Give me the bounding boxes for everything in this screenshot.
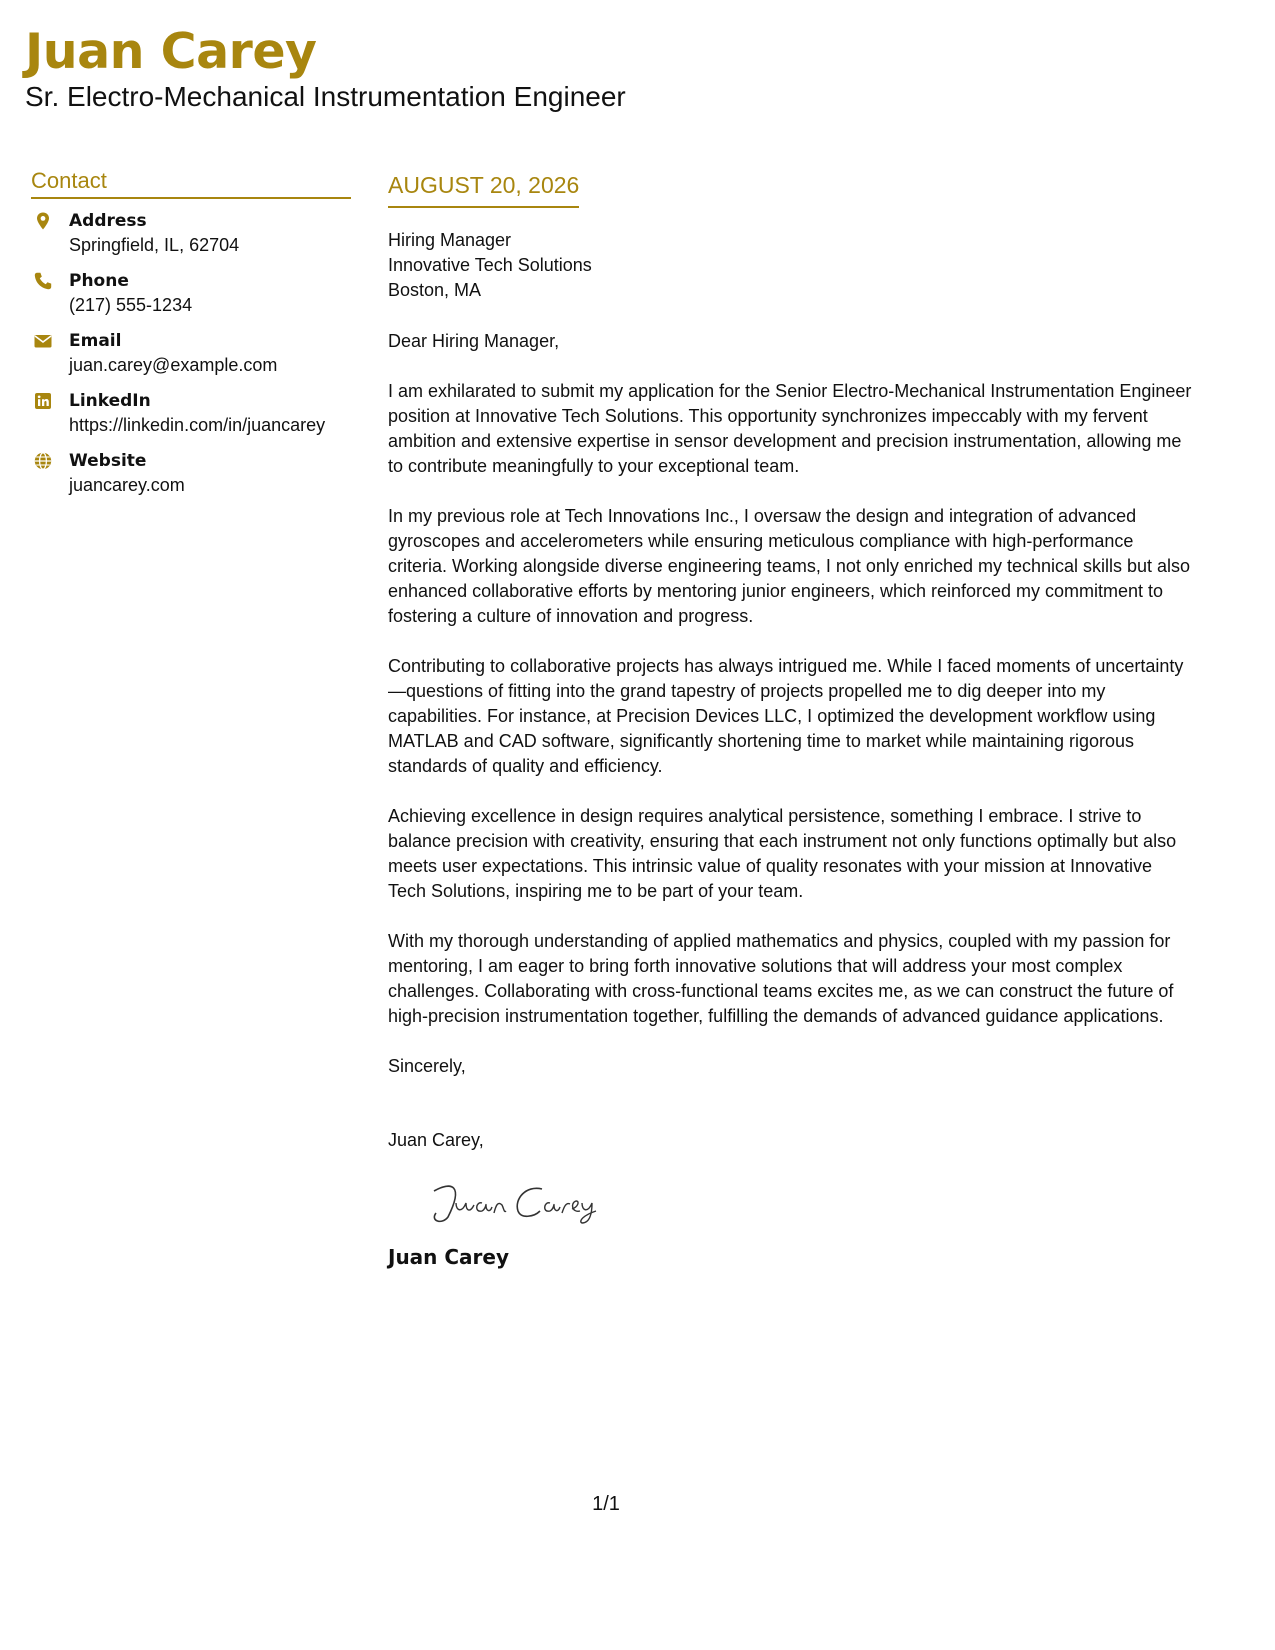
closing: Sincerely,: [388, 1056, 466, 1076]
letter-date: AUGUST 20, 2026: [388, 170, 579, 208]
contact-label-linkedin: LinkedIn: [69, 391, 151, 411]
contact-item-email: [31, 329, 351, 377]
handwritten-signature: [422, 1177, 622, 1227]
contact-value-address: Springfield, IL, 62704: [69, 235, 240, 255]
contact-value-linkedin[interactable]: https://linkedin.com/in/juancarey: [69, 415, 326, 435]
signed-name: Juan Carey: [388, 1245, 510, 1269]
applicant-job-title: Sr. Electro-Mechanical Instrumentation Engineer: [25, 81, 626, 112]
phone-icon: [33, 271, 53, 291]
contact-label-phone: Phone: [69, 271, 129, 291]
recipient-line: Boston, MA: [388, 280, 482, 300]
letter-paragraph: I am exhilarated to submit my application for the Senior Electro-Mechanical Instrumentation Engineer position at Innovative Tech Solutions. This opportunity synchronizes impeccably with my fervent ambition and extensive expertise in sensor development and precision instrumentation, allowing me to contribute meaningfully to your exceptional team.: [388, 381, 1192, 476]
map-pin-icon: [33, 211, 53, 231]
contact-value-website[interactable]: juancarey.com: [69, 475, 185, 495]
contact-item-phone: [31, 269, 351, 317]
recipient-block: [388, 228, 1193, 303]
signoff-name: Juan Carey,: [388, 1130, 484, 1150]
recipient-line: Hiring Manager: [388, 230, 512, 250]
contact-label-address: Address: [69, 211, 147, 231]
letter-paragraph: Achieving excellence in design requires analytical persistence, something I embrace. I strive to balance precision with creativity, ensuring that each instrument not only functions optimally but also meets user expectations. This intrinsic value of quality resonates with your mission at Innovative Tech Solutions, inspiring me to be part of your team.: [388, 806, 1177, 901]
contact-item-address: [31, 209, 351, 257]
letter-paragraph: In my previous role at Tech Innovations Inc., I oversaw the design and integration of advanced gyroscopes and accelerometers while ensuring meticulous compliance with high-performance criteria. Working alongside diverse engineering teams, I not only enriched my technical skills but also enhanced collaborative efforts by mentoring junior engineers, which reinforced my commitment to fostering a culture of innovation and progress.: [388, 506, 1191, 626]
contact-label-email: Email: [69, 331, 122, 351]
letter-paragraph: Contributing to collaborative projects has always intrigued me. While I faced moments of uncertainty—questions of fitting into the grand tapestry of projects propelled me to dig deeper into my capabilities. For instance, at Precision Devices LLC, I optimized the development workflow using MATLAB and CAD software, significantly shortening time to market while maintaining rigorous standards of quality and efficiency.: [388, 656, 1184, 776]
globe-icon: [33, 451, 53, 471]
envelope-icon: [33, 331, 53, 351]
letter-body: [388, 170, 1193, 1270]
letter-paragraph: With my thorough understanding of applied mathematics and physics, coupled with my passion for mentoring, I am eager to bring forth innovative solutions that will address your most complex challenges. Collaborating with cross-functional teams excites me, as we can construct the future of high-precision instrumentation together, fulfilling the demands of advanced guidance applications.: [388, 931, 1174, 1026]
linkedin-icon: [33, 391, 53, 411]
contact-item-website: [31, 449, 351, 497]
salutation: Dear Hiring Manager,: [388, 331, 560, 351]
recipient-line: Innovative Tech Solutions: [388, 255, 592, 275]
contact-value-email[interactable]: juan.carey@example.com: [69, 355, 278, 375]
contact-sidebar: [31, 168, 351, 509]
page-number: 1/1: [592, 1493, 620, 1515]
contact-label-website: Website: [69, 451, 147, 471]
contact-value-phone: (217) 555-1234: [69, 295, 193, 315]
applicant-name: Juan Carey: [25, 23, 317, 80]
contact-heading: Contact: [31, 168, 351, 199]
contact-item-linkedin: [31, 389, 351, 437]
